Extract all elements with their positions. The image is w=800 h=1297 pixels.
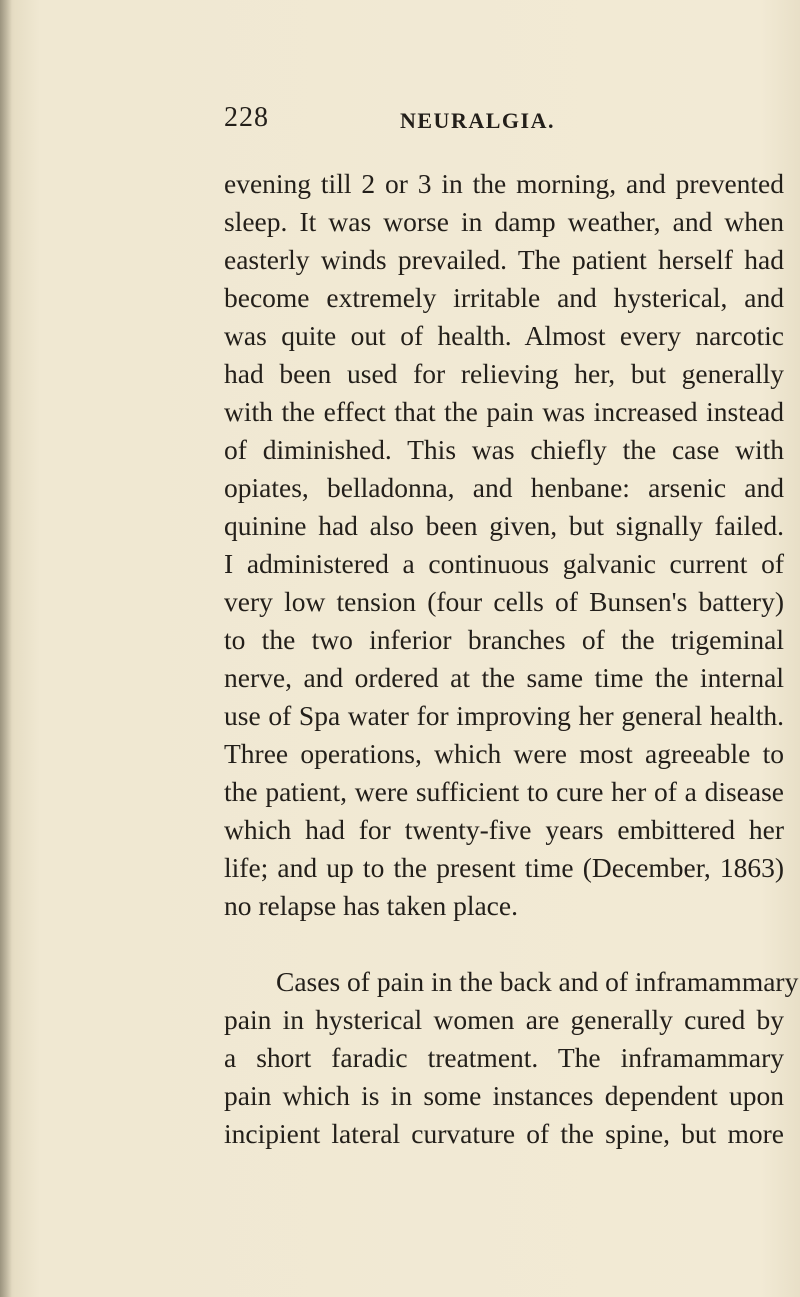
text-line: sleep. It was worse in damp weather, and when <box>224 206 784 237</box>
text-line: evening till 2 or 3 in the morning, and prevented <box>224 168 784 199</box>
text-line: Cases of pain in the back and of inframammary <box>276 966 799 997</box>
text-line: pain in hysterical women are generally cured by <box>224 1004 784 1035</box>
text-line: opiates, belladonna, and henbane: arsenic and <box>224 472 784 503</box>
text-line: I administered a continuous galvanic current of <box>224 548 784 579</box>
page-number: 228 <box>224 102 269 133</box>
text-line: had been used for relieving her, but generally <box>224 358 784 389</box>
text-line: easterly winds prevailed. The patient herself had <box>224 244 784 275</box>
text-line: a short faradic treatment. The inframammary <box>224 1042 784 1073</box>
text-line: no relapse has taken place. <box>224 890 518 921</box>
page-header <box>0 96 800 136</box>
text-line: nerve, and ordered at the same time the internal <box>224 662 784 693</box>
text-line: life; and up to the present time (December, 1863) <box>224 852 784 883</box>
text-line: Three operations, which were most agreeable to <box>224 738 784 769</box>
paragraph-1 <box>224 165 784 925</box>
text-line: of diminished. This was chiefly the case with <box>224 434 784 465</box>
paragraph-2 <box>224 963 799 1153</box>
body-text <box>224 165 799 1153</box>
text-line: quinine had also been given, but signally failed. <box>224 510 784 541</box>
text-line: become extremely irritable and hysterical, and <box>224 282 784 313</box>
text-line: with the effect that the pain was increased instead <box>224 396 784 427</box>
text-line: the patient, were sufficient to cure her of a disease <box>224 776 784 807</box>
text-line: incipient lateral curvature of the spine, but more <box>224 1118 784 1149</box>
text-line: to the two inferior branches of the trigeminal <box>224 624 784 655</box>
text-line: very low tension (four cells of Bunsen's battery) <box>224 586 784 617</box>
binding-shadow <box>0 0 12 1297</box>
text-line: was quite out of health. Almost every narcotic <box>224 320 784 351</box>
paragraph-gap <box>224 925 784 963</box>
text-line: pain which is in some instances dependent upon <box>224 1080 784 1111</box>
text-line: use of Spa water for improving her general health. <box>224 700 784 731</box>
text-line: which had for twenty-five years embittered her <box>224 814 784 845</box>
running-head: NEURALGIA. <box>400 108 555 133</box>
